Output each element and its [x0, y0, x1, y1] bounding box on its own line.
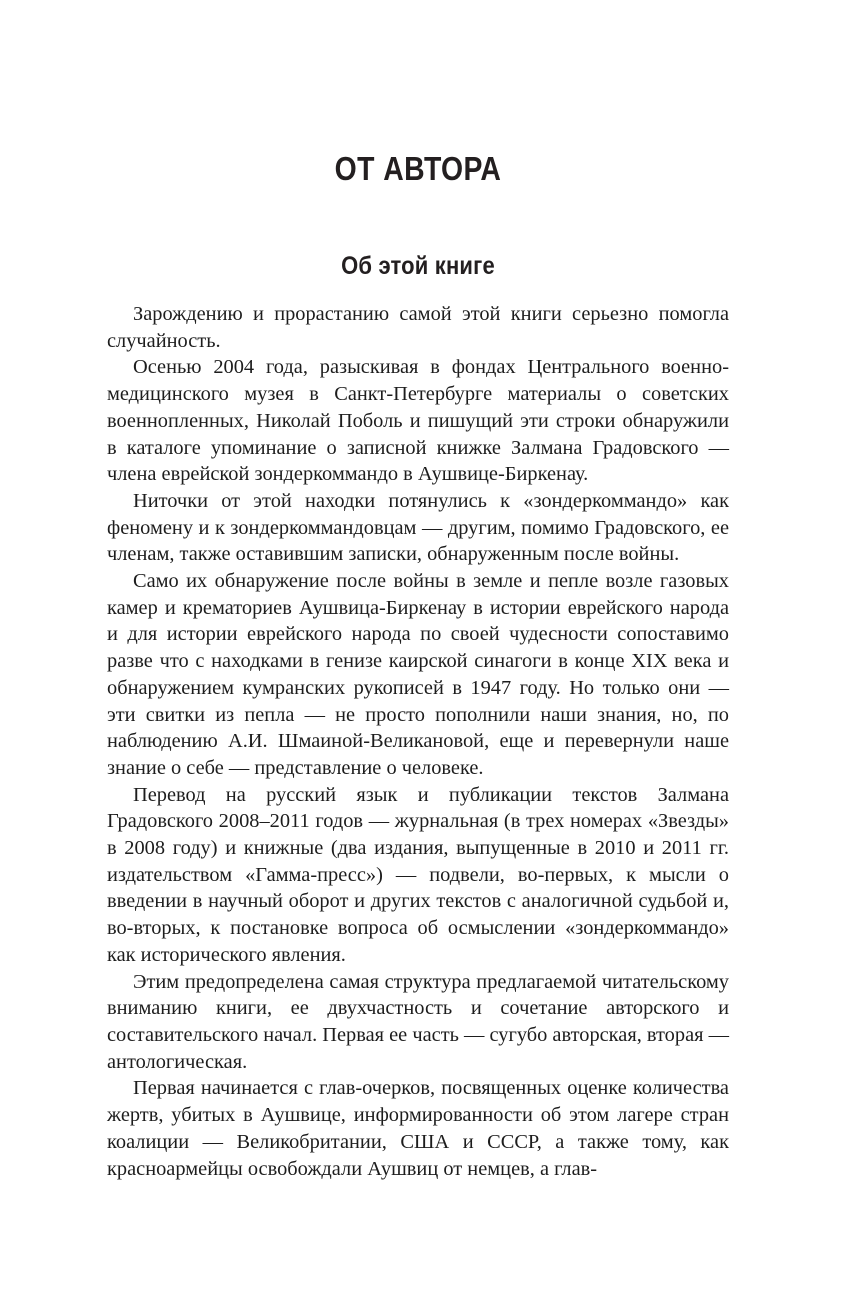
chapter-title: ОТ АВТОРА	[334, 150, 502, 187]
text-column	[107, 0, 729, 1182]
paragraph: Осенью 2004 года, разыскивая в фондах Центрального военно-медицинского музея в Санкт-Петербурге материалы о советских военнопленных, Николай Поболь и пишущий эти строки обнаружили в каталоге упоминание о записной книжке Залмана Градовского — члена еврейской зондеркоммандо в Аушвице-Биркенау.	[107, 356, 729, 486]
paragraph: Ниточки от этой находки потянулись к «зондеркоммандо» как феномену и к зондеркоммандовцам — другим, помимо Градовского, ее членам, также оставившим записки, обнаруженным после войны.	[107, 489, 729, 566]
body-text	[107, 279, 729, 1182]
paragraph: Первая начинается с глав-очерков, посвященных оценке количества жертв, убитых в Аушвице, информированности об этом лагере стран коалиции — Великобритании, США и СССР, а также тому, как красноармейцы освобождали Аушвиц от немцев, а глав-	[107, 1077, 729, 1180]
paragraph: Само их обнаружение после войны в земле и пепле возле газовых камер и крематориев Аушвица-Биркенау в истории еврейского народа и для истории еврейского народа по своей чудесности сопоставимо разве что с находками в генизе каирской синагоги в конце XIX века и обнаружением кумранских рукописей в 1947 году. Но только они — эти свитки из пепла — не просто пополнили наши знания, но, по наблюдению А.И. Шмаиной-Великановой, еще и перевернули наше знание о себе — представление о человеке.	[107, 570, 729, 779]
paragraph: Этим предопределена самая структура предлагаемой читательскому вниманию книги, ее двухчастность и сочетание авторского и составительского начал. Первая ее часть — сугубо авторская, вторая — антологическая.	[107, 970, 729, 1073]
paragraph: Зарождению и прорастанию самой этой книги серьезно помогла случайность.	[107, 303, 729, 352]
section-title: Об этой книге	[341, 252, 495, 280]
paragraph: Перевод на русский язык и публикации текстов Залмана Градовского 2008–2011 годов — журнальная (в трех номерах «Звезды» в 2008 году) и книжные (два издания, выпущенные в 2010 и 2011 гг. издательством «Гамма-пресс») — подвели, во-первых, к мысли о введении в научный оборот и других текстов с аналогичной судьбой и, во-вторых, к постановке вопроса об осмыслении «зондеркоммандо» как исторического явления.	[107, 783, 729, 966]
